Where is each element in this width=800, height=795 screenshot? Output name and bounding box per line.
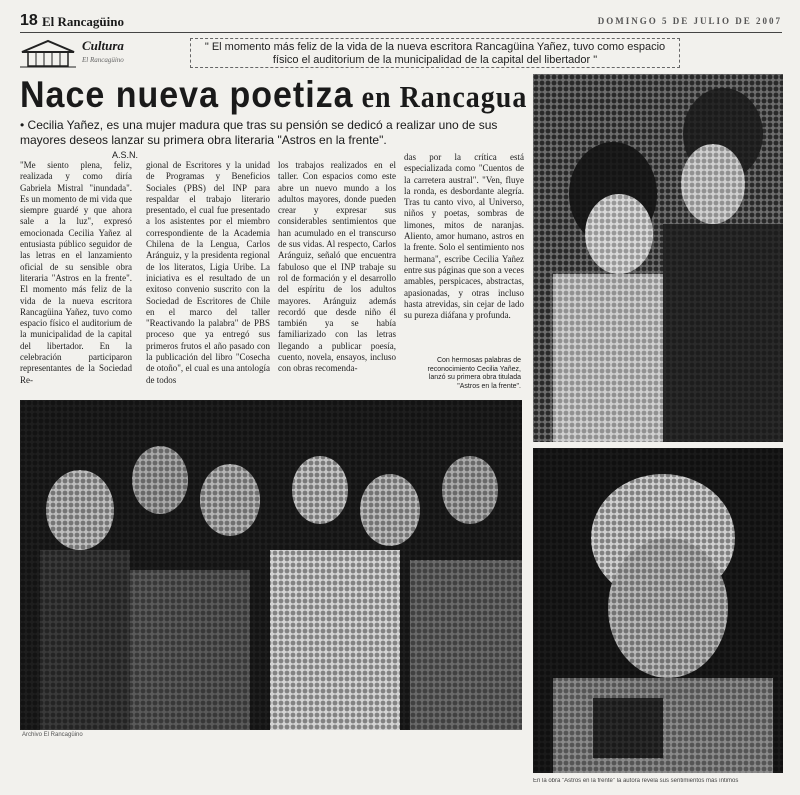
photo-caption: Con hermosas palabras de reconocimiento Cecilia Yañez, lanzó su primera obra titulada "Astros en la frente". xyxy=(427,357,521,390)
section-subtitle: El Rancagüino xyxy=(82,56,124,64)
photo-embrace-image xyxy=(533,74,783,442)
article-column-2 xyxy=(146,160,270,386)
section-name: Cultura xyxy=(82,38,124,53)
column-text: "Me siento plena, feliz, realizada y como diría Gabriela Mistral "inundada". Es un momento de mi vida que siempre guardé y que ahora sale a la luz", expresó emocionada Cecilia Yañez al entusiasta público seguidor de las letras en el lanzamiento oficial de su sensible obra literaria "Astros en la frente". El momento más feliz de la vida de la nueva escritora Rancagüina Yañez, tuvo como espacio físico el auditorium de la municipalidad de la capital del libertador. En la celebración participaron representantes de la Sociedad Re- xyxy=(20,160,132,385)
photo-portrait xyxy=(533,448,783,773)
photo-portrait-image xyxy=(533,448,783,773)
article-column-4 xyxy=(404,152,524,321)
photo-embrace xyxy=(533,74,783,442)
photo-credit: Archivo El Rancagüino xyxy=(22,732,83,738)
article-column-3 xyxy=(278,160,396,375)
column-text: gional de Escritores y la unidad de Programas y Beneficios Sociales (PBS) del INP para respaldar el trabajo literario presentado, el cual fue presentado a los asistentes por el miembro correspondiente de la Academia Chilena de la Lengua, Carlos Aránguiz, y la presidenta regional de los literatos, Ligia Uribe. La iniciativa es el resultado de un exitoso convenio suscrito con la Sociedad de Escritores de Chile en el marco del taller "Reactivando la palabra" de PBS proceso que ya entregó sus primeros frutos el año pasado con la publicación del libro "Cosecha de otoño", el cual es una antología de todos xyxy=(146,160,270,385)
page-number: 18 xyxy=(20,12,38,29)
column-text: das por la crítica está especializada como "Cuentos de la carretera austral". "Ven, fluye la ronda, es desbordante alegría. Tras tu canto vivo, al Universo, niños y poetas, sombras de limones, mitos de naranjas. Aliento, amor humano, astros en la frente. Solo el sentimiento nos hermana", escribe Cecilia Yañez entre sus páginas que son a veces amables, perspicaces, abstractas, apasionadas, y otras incluso hasta atrevidas, sin cejar de lado su pureza diáfana y profunda. xyxy=(404,152,524,321)
column-text: los trabajos realizados en el taller. Con espacios como este abre un nuevo mundo a los adultos mayores, donde pueden crear y expresar sus considerables sentimientos que han acumulado en el transcurso de sus vidas. Al respecto, Carlos Aránguiz, señaló que encuentra fabuloso que el INP trabaje su rol de formación y el desarrollo del espíritu de los adultos mayores. Aránguiz además recordó que desde niño él también ya se había familiarizado con las letras llegando a publicar poesía, cuento, novela, ensayos, incluso con obras recomenda- xyxy=(278,160,396,374)
headline-main: Nace nueva poetiza xyxy=(20,74,354,116)
portrait-caption: En la obra "Astros en la frente" la autora revela sus sentimientos más íntimos xyxy=(533,778,739,784)
article-column-1 xyxy=(20,160,132,386)
photo-audience-image xyxy=(20,400,522,730)
photo-audience xyxy=(20,400,522,730)
section-header xyxy=(20,36,140,72)
headline xyxy=(20,74,530,117)
article-deck: • Cecilia Yañez, es una mujer madura que tras su pensión se dedicó a realizar uno de sus mayores deseos lanzar su primera obra literaria "Astros en la frente". xyxy=(20,118,498,147)
headline-place: en Rancagua xyxy=(353,80,528,115)
byline: A.S.N. xyxy=(112,150,139,160)
masthead-bar xyxy=(20,12,782,33)
pull-quote: " El momento más feliz de la vida de la nueva escritora Rancagüina Yañez, tuvo como espacio físico el auditorium de la municipalidad de la capital del libertador " xyxy=(190,38,680,68)
house-logo-icon xyxy=(20,38,76,68)
paper-name: El Rancagüino xyxy=(42,14,124,29)
dateline: DOMINGO 5 DE JULIO DE 2007 xyxy=(597,16,782,26)
